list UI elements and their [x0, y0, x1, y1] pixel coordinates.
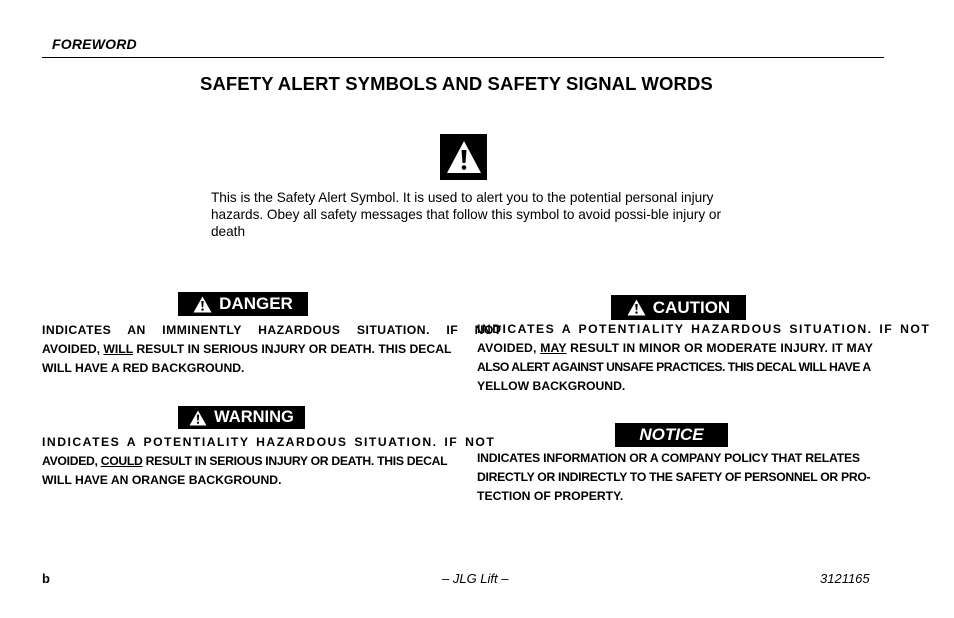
header-section-label: FOREWORD	[52, 36, 137, 52]
caution-label-text: CAUTION	[652, 297, 731, 317]
desc-line: INDICATES A POTENTIALITY HAZARDOUS SITUATION. IF NOT	[42, 435, 496, 449]
warning-triangle-icon	[189, 410, 207, 426]
caution-description	[477, 320, 931, 396]
warning-triangle-icon	[444, 138, 484, 176]
emphasis-word: COULD	[100, 454, 143, 468]
danger-label-text: DANGER	[219, 294, 293, 313]
desc-line: WILL HAVE A RED BACKGROUND.	[42, 361, 245, 375]
desc-line: AVOIDED, MAY RESULT IN MINOR OR MODERATE INJURY. IT MAY	[477, 341, 874, 355]
desc-line: ALSO ALERT AGAINST UNSAFE PRACTICES. THIS DECAL WILL HAVE A	[477, 360, 871, 374]
notice-signal-label	[615, 423, 728, 447]
warning-signal-label	[178, 406, 305, 429]
intro-text: This is the Safety Alert Symbol. It is used to alert you to the potential personal injury hazards. Obey all safety messages that follow this symbol to avoid possi-ble injury or death	[211, 190, 721, 239]
emphasis-word: WILL	[103, 342, 133, 356]
footer-doc-number: 3121165	[820, 571, 870, 586]
desc-line: INDICATES INFORMATION OR A COMPANY POLICY THAT RELATES	[477, 451, 860, 465]
desc-line: WILL HAVE AN ORANGE BACKGROUND.	[42, 473, 282, 487]
desc-line: AVOIDED, COULD RESULT IN SERIOUS INJURY OR DEATH. THIS DECAL	[42, 454, 448, 468]
desc-line: DIRECTLY OR INDIRECTLY TO THE SAFETY OF PERSONNEL OR PRO-	[477, 470, 871, 484]
desc-line: TECTION OF PROPERTY.	[477, 489, 624, 503]
desc-line: INDICATES AN IMMINENTLY HAZARDOUS SITUATION. IF NOT	[42, 323, 502, 337]
desc-line: INDICATES A POTENTIALITY HAZARDOUS SITUATION. IF NOT	[477, 322, 931, 336]
warning-triangle-icon	[627, 299, 646, 316]
desc-line: AVOIDED, WILL RESULT IN SERIOUS INJURY OR DEATH. THIS DECAL	[42, 342, 452, 356]
notice-label-text: NOTICE	[639, 425, 704, 444]
emphasis-word: MAY	[540, 341, 567, 355]
warning-triangle-icon	[193, 296, 212, 313]
danger-signal-label	[178, 292, 308, 316]
danger-description	[42, 321, 502, 378]
footer-center-text: – JLG Lift –	[442, 571, 509, 586]
page-title: SAFETY ALERT SYMBOLS AND SAFETY SIGNAL WORDS	[200, 73, 713, 94]
desc-line: YELLOW BACKGROUND.	[477, 379, 626, 393]
warning-label-text: WARNING	[214, 408, 294, 426]
footer-page-number: b	[42, 571, 50, 586]
notice-description	[477, 449, 884, 506]
caution-signal-label	[611, 295, 746, 320]
safety-alert-symbol	[440, 134, 487, 180]
header-rule	[42, 57, 884, 58]
warning-description	[42, 433, 496, 490]
